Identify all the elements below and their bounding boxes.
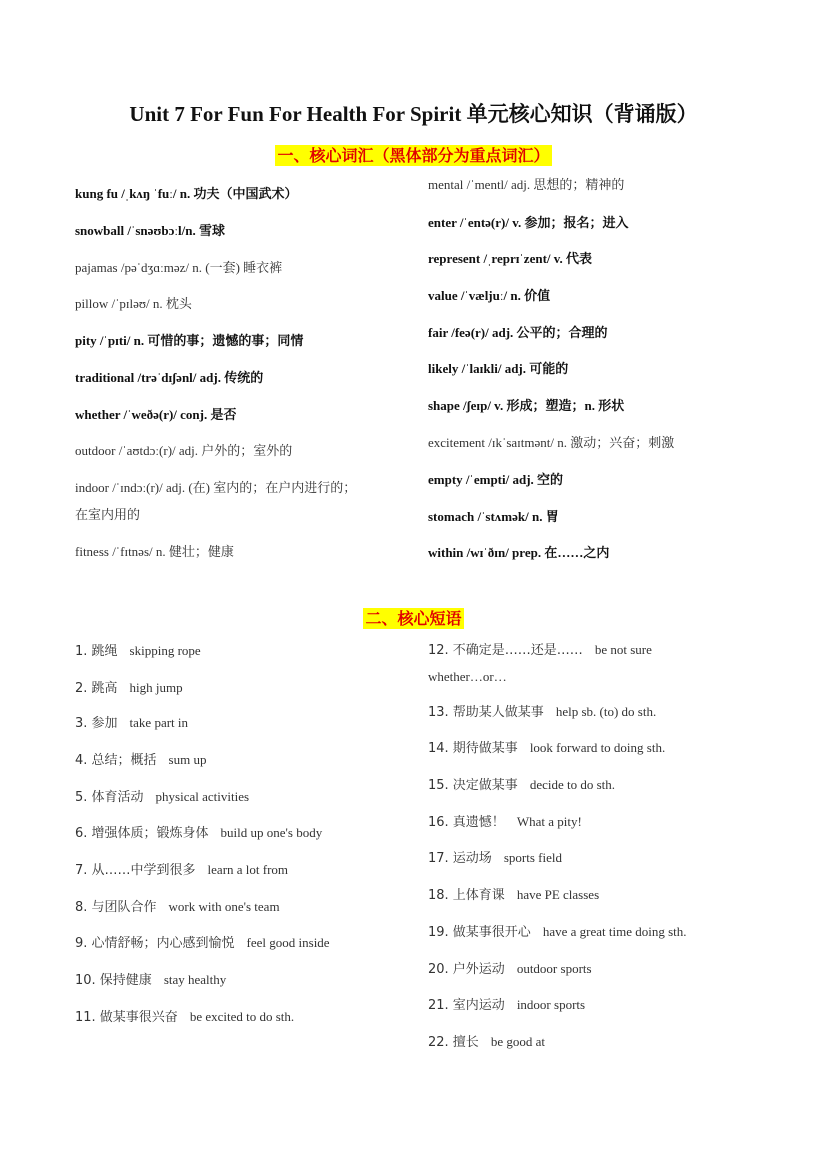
vocabulary-entry: likely /ˈlaɪkli/ adj. 可能的: [428, 361, 569, 376]
phrase-item: [428, 845, 562, 872]
phrase-english: be not sure: [594, 642, 652, 657]
phrase-english: work with one's team: [168, 899, 280, 914]
vocabulary-entry: stomach /ˈstʌmək/ n. 胃: [428, 509, 559, 524]
vocabulary-entry: represent /ˌreprɪˈzent/ v. 代表: [428, 251, 593, 266]
phrase-english: take part in: [129, 715, 189, 730]
phrase-item: [428, 992, 585, 1019]
phrase-chinese: 19. 做某事很开心: [428, 925, 531, 940]
phrase-item: [428, 809, 582, 836]
phrase-english: high jump: [129, 680, 183, 695]
phrase-item: [75, 675, 183, 702]
phrase-chinese: 20. 户外运动: [428, 962, 505, 977]
vocabulary-entry: indoor /ˈɪndɔː(r)/ adj. (在) 室内的；在户内进行的；: [75, 480, 357, 495]
vocabulary-entry: whether /ˈweðə(r)/ conj. 是否: [75, 407, 237, 422]
phrase-english: have PE classes: [516, 887, 600, 902]
phrase-item: [75, 820, 322, 847]
phrase-chinese: 16. 真遗憾！: [428, 815, 505, 830]
phrase-chinese: 2. 跳高: [75, 681, 118, 696]
vocabulary-entry: outdoor /ˈaʊtdɔː(r)/ adj. 户外的；室外的: [75, 443, 293, 458]
phrase-chinese: 10. 保持健康: [75, 973, 152, 988]
phrase-english: physical activities: [155, 789, 250, 804]
phrase-chinese: 18. 上体育课: [428, 888, 505, 903]
vocabulary-entry: pajamas /pəˈdʒɑːməz/ n. (一套) 睡衣裤: [75, 260, 283, 275]
vocabulary-entry: within /wɪˈðɪn/ prep. 在……之内: [428, 545, 610, 560]
phrase-chinese: 22. 擅长: [428, 1035, 479, 1050]
phrase-item: [428, 699, 656, 726]
page-title: Unit 7 For Fun For Health For Spirit 单元核心知识（背诵版）: [129, 102, 698, 126]
phrase-item: [428, 637, 652, 664]
phrase-chinese: 17. 运动场: [428, 851, 492, 866]
vocabulary-entry: pity /ˈpɪti/ n. 可惜的事；遗憾的事；同情: [75, 333, 304, 348]
vocabulary-entry: enter /ˈentə(r)/ v. 参加；报名；进入: [428, 215, 629, 230]
phrase-chinese: 9. 心情舒畅；内心感到愉悦: [75, 936, 235, 951]
phrase-english: sum up: [168, 752, 207, 767]
section-heading-phrases: [0, 606, 827, 629]
vocabulary-entry: empty /ˈempti/ adj. 空的: [428, 472, 564, 487]
phrase-chinese: 5. 体育活动: [75, 790, 144, 805]
phrase-item: [75, 638, 201, 665]
phrase-item: [75, 857, 288, 884]
phrase-chinese: 8. 与团队合作: [75, 900, 157, 915]
phrase-chinese: 1. 跳绳: [75, 644, 118, 659]
section-heading-label: 二、核心短语: [365, 609, 462, 628]
phrase-english: whether…or…: [428, 669, 507, 684]
phrase-chinese: 21. 室内运动: [428, 998, 505, 1013]
phrase-chinese: 14. 期待做某事: [428, 741, 518, 756]
phrase-english: be good at: [490, 1034, 545, 1049]
vocabulary-entry: kung fu /ˌkʌŋ ˈfuː/ n. 功夫（中国武术）: [75, 186, 298, 201]
phrase-chinese: 11. 做某事很兴奋: [75, 1010, 178, 1025]
phrase-english: feel good inside: [246, 935, 330, 950]
phrase-item: [75, 930, 330, 957]
phrase-english: learn a lot from: [207, 862, 289, 877]
phrase-chinese: 7. 从……中学到很多: [75, 863, 196, 878]
phrase-item: [428, 735, 665, 762]
phrase-english: help sb. (to) do sth.: [555, 704, 657, 719]
phrase-item: [75, 710, 188, 737]
phrase-chinese: 6. 增强体质；锻炼身体: [75, 826, 209, 841]
phrase-item: [75, 967, 226, 994]
vocabulary-entry: value /ˈvæljuː/ n. 价值: [428, 288, 551, 303]
vocabulary-entry: snowball /ˈsnəʊbɔːl/n. 雪球: [75, 223, 225, 238]
phrase-item: [428, 772, 615, 799]
phrase-english: What a pity!: [516, 814, 582, 829]
vocabulary-entry: mental /ˈmentl/ adj. 思想的；精神的: [428, 177, 625, 192]
phrase-chinese: 3. 参加: [75, 716, 118, 731]
phrase-english: stay healthy: [163, 972, 227, 987]
phrase-english: be excited to do sth.: [189, 1009, 295, 1024]
phrase-item: [428, 956, 592, 983]
phrase-item: [75, 784, 249, 811]
phrase-item: [75, 1004, 294, 1031]
phrase-english: look forward to doing sth.: [529, 740, 666, 755]
phrase-chinese: 12. 不确定是……还是……: [428, 643, 583, 658]
phrase-item: [75, 747, 206, 774]
phrase-item: [428, 919, 687, 946]
phrase-english: skipping rope: [129, 643, 201, 658]
phrase-item: [75, 894, 280, 921]
phrase-item: [428, 882, 599, 909]
section-heading-vocabulary: [0, 143, 827, 166]
vocabulary-entry: pillow /ˈpɪləʊ/ n. 枕头: [75, 296, 192, 311]
vocabulary-entry: 在室内用的: [75, 507, 141, 522]
phrase-english: have a great time doing sth.: [542, 924, 687, 939]
phrase-english: indoor sports: [516, 997, 586, 1012]
vocabulary-entry: excitement /ɪkˈsaɪtmənt/ n. 激动；兴奋；刺激: [428, 435, 675, 450]
phrase-english: decide to do sth.: [529, 777, 616, 792]
phrase-item: [428, 664, 507, 690]
vocabulary-entry: shape /ʃeɪp/ v. 形成；塑造；n. 形状: [428, 398, 625, 413]
phrase-english: build up one's body: [220, 825, 323, 840]
phrase-chinese: 4. 总结；概括: [75, 753, 157, 768]
phrase-chinese: 13. 帮助某人做某事: [428, 705, 544, 720]
phrase-english: outdoor sports: [516, 961, 592, 976]
vocabulary-entry: fitness /ˈfɪtnəs/ n. 健壮；健康: [75, 544, 234, 559]
vocabulary-entry: fair /feə(r)/ adj. 公平的；合理的: [428, 325, 608, 340]
phrase-english: sports field: [503, 850, 562, 865]
phrase-item: [428, 1029, 545, 1056]
phrase-chinese: 15. 决定做某事: [428, 778, 518, 793]
section-heading-label: 一、核心词汇（黑体部分为重点词汇）: [277, 146, 550, 165]
vocabulary-entry: traditional /trəˈdɪʃənl/ adj. 传统的: [75, 370, 264, 385]
